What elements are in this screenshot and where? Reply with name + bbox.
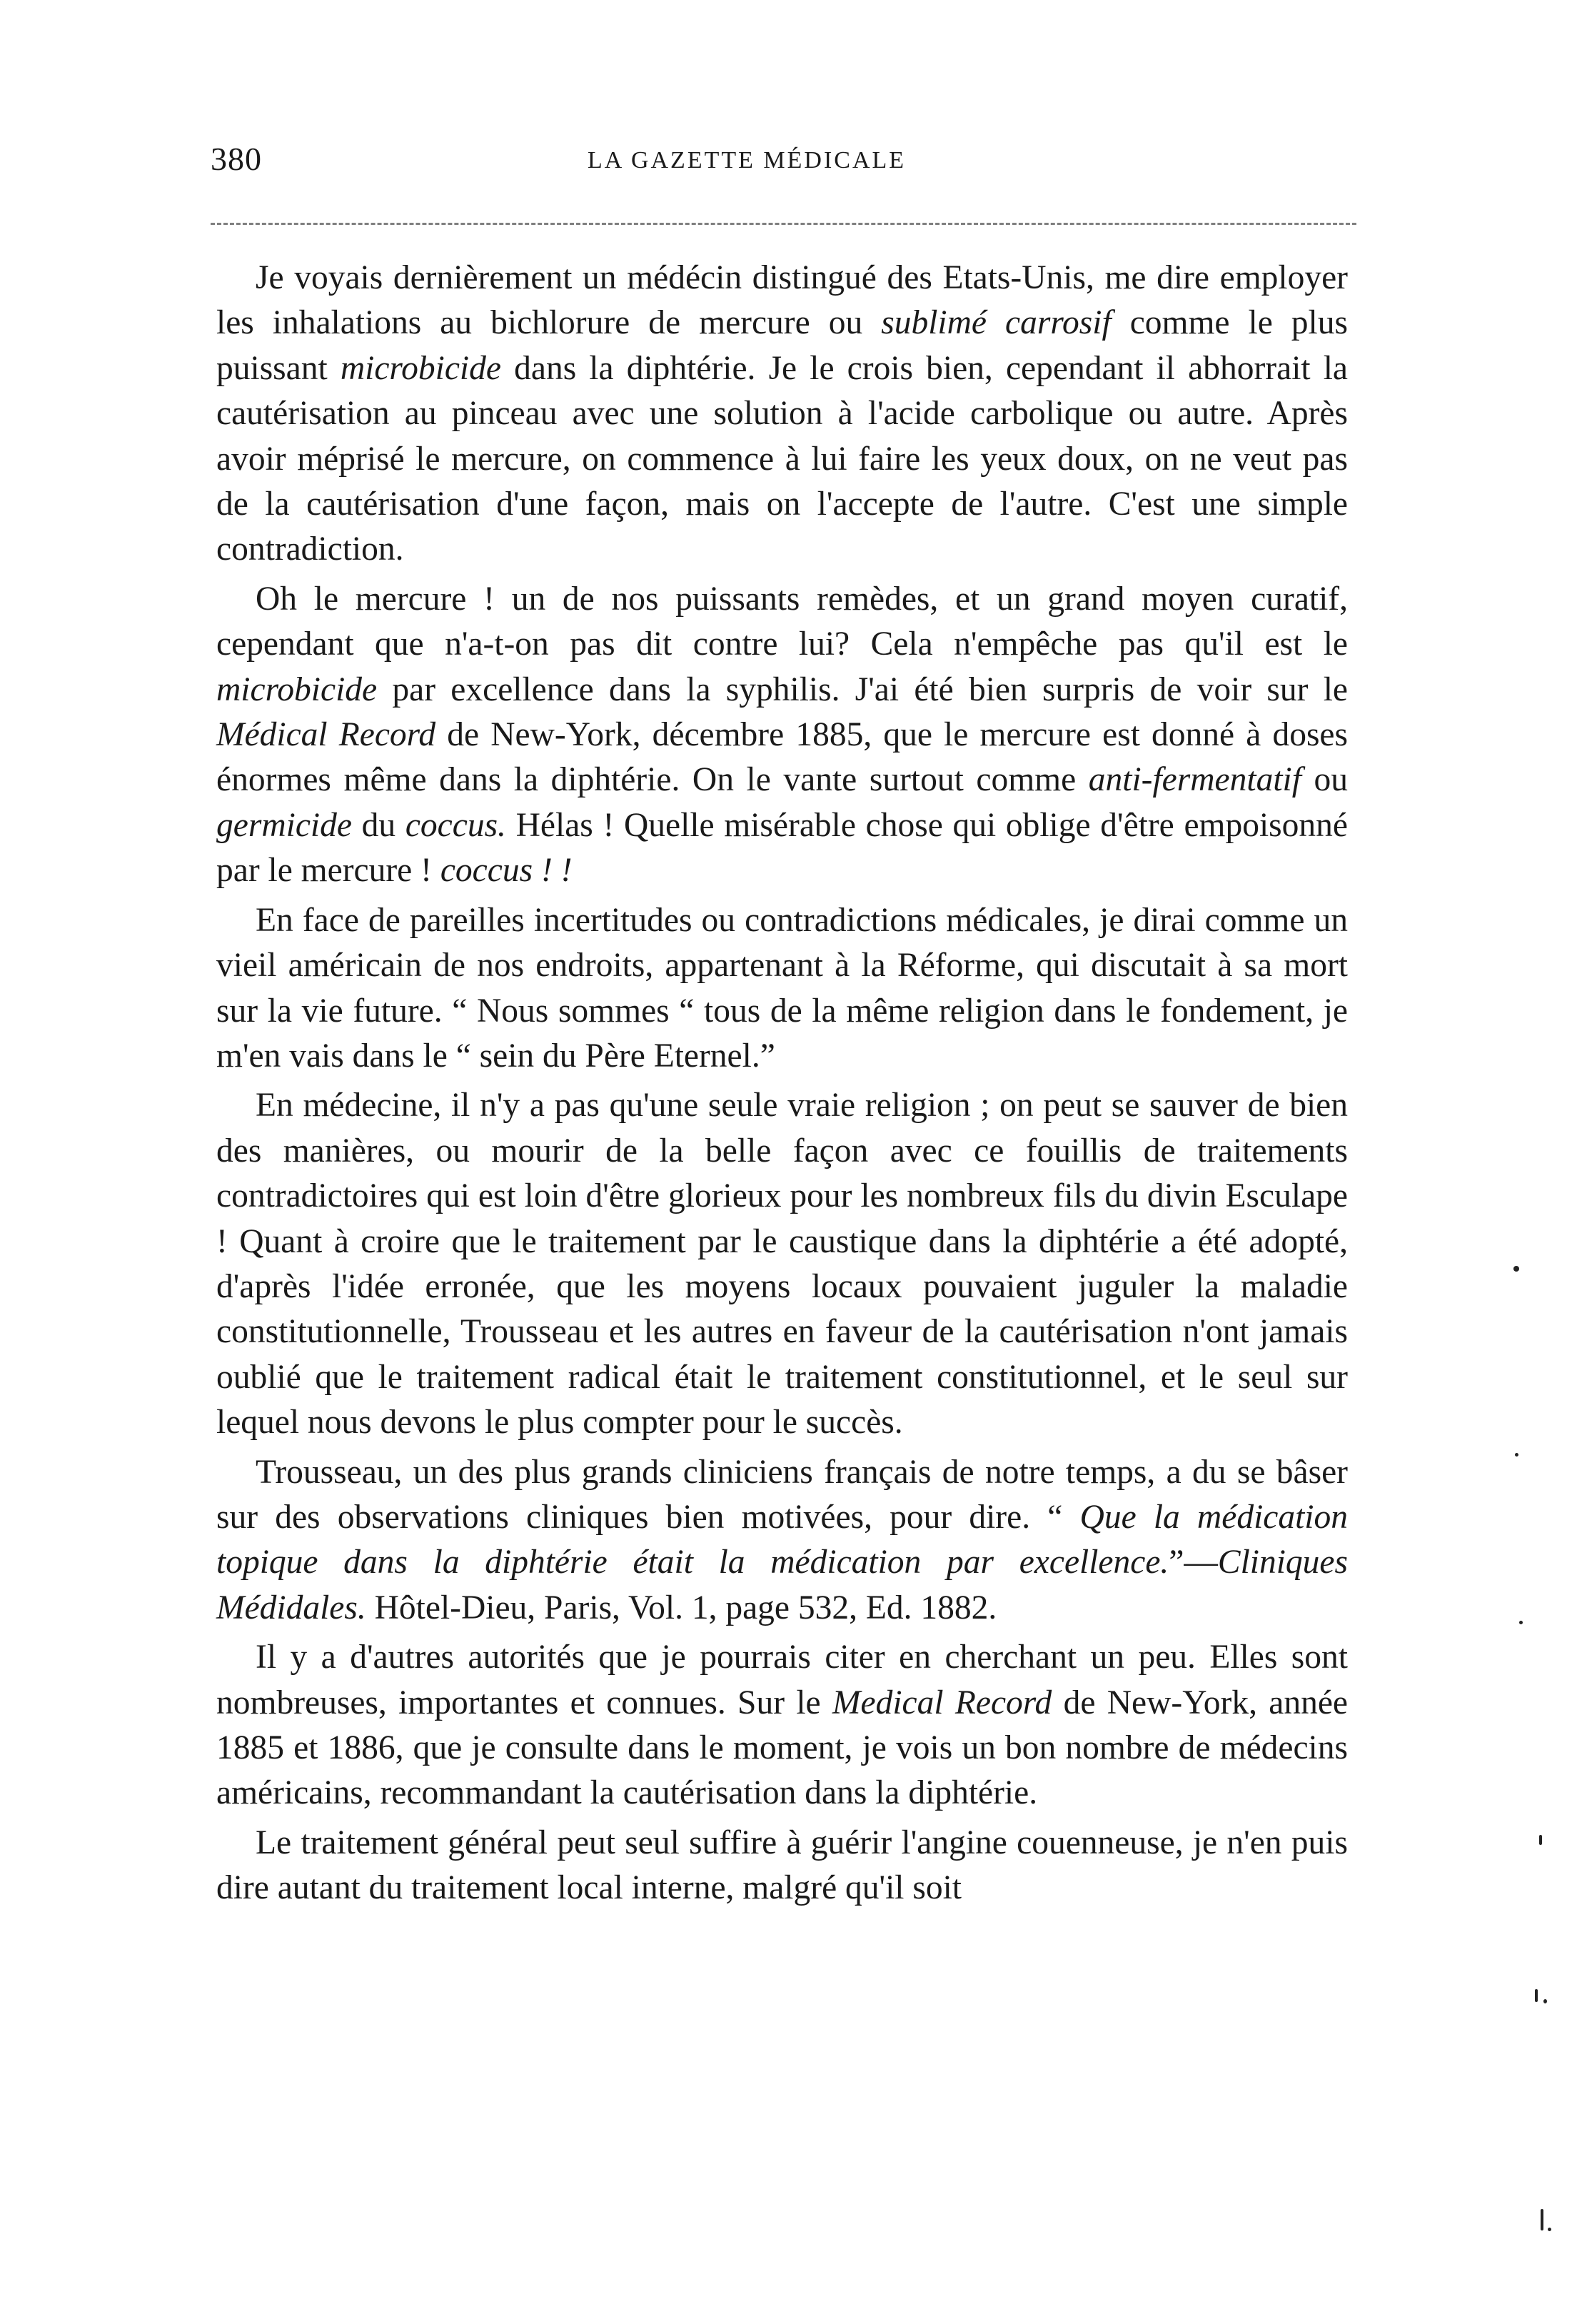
- paragraph: [216, 256, 1348, 573]
- text-run: Oh le mercure ! un de nos puissants remèdes, et un grand moyen curatif, cependant que n'a-t-on pas dit contre lui? Cela n'empêche pas qu'il est le: [216, 580, 1348, 663]
- italic-run: microbicide: [340, 349, 501, 387]
- italic-run: germicide: [216, 806, 352, 844]
- paragraph: [216, 898, 1348, 1080]
- italic-run: coccus ! !: [440, 852, 573, 890]
- text-run: Je voyais dernièrement un médécin distingué des Etats-Unis, me dire employer les inhalations au bichlorure de mercure ou: [216, 259, 1348, 342]
- paragraph: [216, 1450, 1348, 1631]
- italic-run: Médical Record: [216, 716, 436, 754]
- scan-speck: [1515, 1453, 1518, 1457]
- text-run: Le traitement général peut seul suffire à guérir l'angine couenneuse, je n'en puis dire autant du traitement local interne, malgré qu'il soit: [216, 1824, 1348, 1907]
- running-head: LA GAZETTE MÉDICALE: [588, 147, 907, 173]
- text-run: Trousseau, un des plus grands cliniciens français de notre temps, a du se bâser sur des observations cliniques bien motivées, pour dire. “: [216, 1453, 1348, 1536]
- text-run: ”—: [1169, 1544, 1218, 1581]
- paragraph: [216, 577, 1348, 894]
- text-run: de New-York, année 1885 et 1886, que je consulte dans le moment, je vois un bon nombre de médecins américains, recommandant la cautérisation dans la diphtérie.: [216, 1684, 1348, 1812]
- scan-speck: [1539, 1835, 1542, 1845]
- text-run: ou: [1301, 761, 1348, 799]
- scan-speck: [1543, 1999, 1547, 2003]
- body-text: [216, 256, 1348, 1916]
- scan-speck: [1541, 2209, 1543, 2230]
- text-run: Hélas ! Quelle misérable chose qui oblige d'être empoisonné par le mercure !: [216, 806, 1348, 890]
- text-run: de New-York, décembre 1885, que le mercure est donné à doses énormes même dans la diphtérie. On le vante surtout comme: [216, 716, 1348, 799]
- text-run: comme le plus puissant: [216, 304, 1348, 387]
- scan-speck: [1519, 1621, 1523, 1624]
- text-run: du: [351, 806, 405, 844]
- paragraph: [216, 1083, 1348, 1445]
- italic-run: Cliniques Médidales.: [216, 1544, 1348, 1626]
- italic-run: anti-fermentatif: [1088, 761, 1301, 799]
- header-rule: [211, 223, 1356, 225]
- text-run: par excellence dans la syphilis. J'ai été bien surpris de voir sur le: [377, 670, 1348, 708]
- text-run: En face de pareilles incertitudes ou contradictions médicales, je dirai comme un vieil américain de nos endroits, appartenant à la Réforme, qui discutait à sa mort sur la vie future. “ Nous sommes “ tous de la même religion dans le fondement, je m'en vais dans le “ sein du Père Eternel.”: [216, 901, 1348, 1075]
- paragraph: [216, 1635, 1348, 1816]
- page-header: [211, 140, 1353, 183]
- text-run: dans la diphtérie. Je le crois bien, cependant il abhorrait la cautérisation au pinceau avec une solution à l'acide carbolique ou autre. Après avoir méprisé le mercure, on commence à lui faire les yeux doux, on ne veut pas de la cautérisation d'une façon, mais on l'accepte de l'autre. C'est une simple contradiction.: [216, 349, 1349, 568]
- italic-run: Que la médication topique dans la diphtérie était la médication par excellence.: [216, 1498, 1348, 1581]
- italic-run: microbicide: [216, 670, 378, 708]
- text-run: En médecine, il n'y a pas qu'une seule vraie religion ; on peut se sauver de bien des manières, ou mourir de la belle façon avec ce fouillis de traitements contradictoires qui est loin d'être glorieux pour les nombreux fils du divin Esculape ! Quant à croire que le traitement par le caustique dans la diphtérie a été adopté, d'après l'idée erronée, que les moyens locaux pouvaient juguler la maladie constitutionnelle, Trousseau et les autres en faveur de la cautérisation n'ont jamais oublié que le traitement radical était le traitement constitutionnel, et le seul sur lequel nous devons le plus compter pour le succès.: [216, 1087, 1348, 1442]
- scan-speck: [1548, 2228, 1551, 2231]
- text-run: Hôtel-Dieu, Paris, Vol. 1, page 532, Ed. 1882.: [366, 1589, 997, 1626]
- italic-run: Medical Record: [832, 1684, 1052, 1721]
- paragraph: [216, 1821, 1348, 1911]
- scan-speck: [1535, 1989, 1538, 2002]
- italic-run: coccus.: [405, 806, 506, 844]
- page-number: 380: [211, 141, 262, 177]
- scan-speck: [1513, 1266, 1519, 1272]
- text-run: Il y a d'autres autorités que je pourrais citer en cherchant un peu. Elles sont nombreuses, importantes et connues. Sur le: [216, 1639, 1348, 1721]
- italic-run: sublimé carrosif: [881, 304, 1112, 342]
